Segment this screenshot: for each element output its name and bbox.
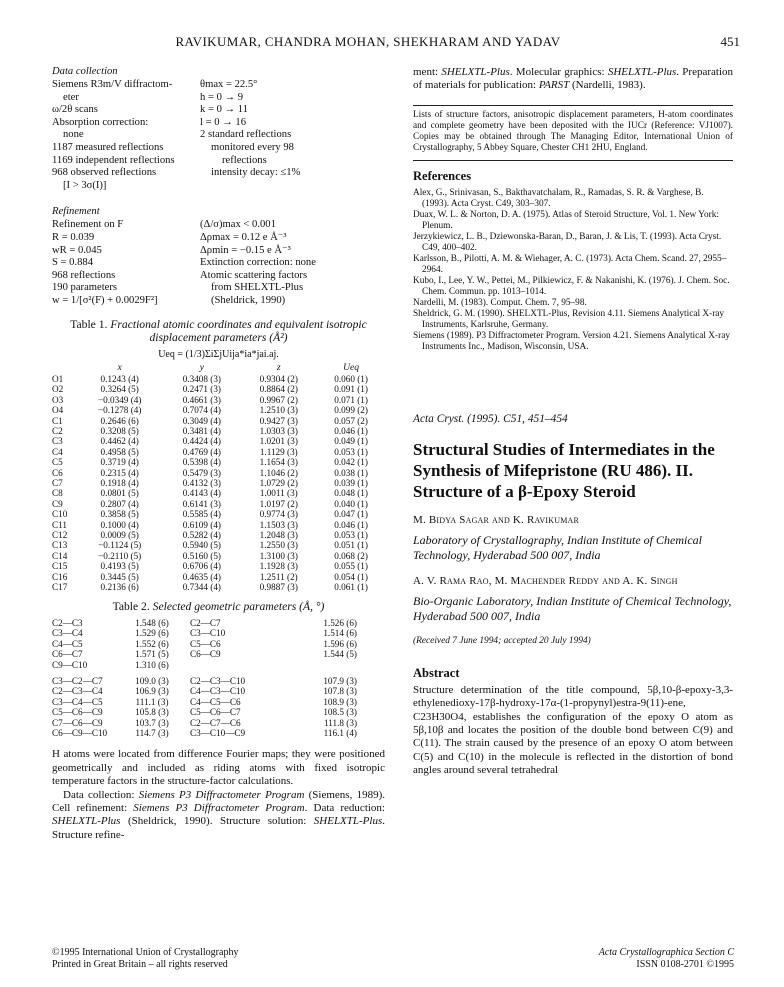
coordinate-cell: 0.038 (1) — [334, 467, 368, 478]
notes-text: Data collection: — [63, 788, 139, 801]
table1-body — [52, 374, 385, 593]
coordinate-cell: 0.5940 (5) — [182, 540, 221, 551]
table-row — [52, 395, 385, 405]
coordinate-cell: 0.4462 (4) — [100, 436, 139, 447]
copyright-line: ©1995 International Union of Crystallography — [52, 947, 239, 958]
atom-label: C10 — [52, 509, 68, 520]
coordinate-cell: 1.2510 (3) — [259, 405, 298, 416]
table-row — [52, 447, 385, 457]
ref-right-line: Δρmin = −0.15 e Å⁻³ — [200, 244, 291, 256]
table-row — [52, 572, 385, 582]
table-row — [52, 436, 385, 446]
atom-label: C5 — [52, 457, 63, 468]
coordinate-cell: 0.7074 (4) — [182, 405, 221, 416]
affiliation-2: Bio-Organic Laboratory, Indian Institute of Chemical Technology, Hyderabad 500 007, India — [413, 593, 732, 623]
table-row — [52, 468, 385, 478]
geometry-label: C4—C5 — [52, 638, 83, 649]
dc-right-line: k = 0 → 11 — [200, 104, 248, 116]
geometry-label: C5—C6 — [190, 638, 221, 649]
notes-text: . Structure refine- — [52, 815, 385, 841]
coordinate-cell: 0.040 (1) — [334, 498, 368, 509]
atom-label: C16 — [52, 571, 68, 582]
references-heading: References — [413, 168, 472, 183]
dc-right-line: intensity decay: ≤1% — [211, 167, 301, 179]
coordinate-cell: 0.3408 (3) — [182, 373, 221, 384]
reference-item: Kubo, I., Lee, Y. W., Pettei, M., Pilkiewicz, F. & Nakanishi, K. (1976). J. Chem. Soc. Chem. Commun. pp. 1013–1014. — [413, 275, 730, 297]
program-name: Siemens P3 Diffractometer Program — [138, 788, 305, 801]
geometry-label: C5—C6—C7 — [190, 707, 241, 718]
program-name: SHELXTL-Plus — [607, 66, 677, 78]
notes-paragraph-2 — [52, 789, 385, 843]
dc-left-line: Absorption correction: — [52, 116, 149, 128]
divider-bottom — [413, 160, 733, 161]
coordinate-cell: 0.054 (1) — [334, 571, 368, 582]
geometry-label: C6—C7 — [52, 649, 83, 660]
ref-left-line: 190 parameters — [52, 282, 118, 294]
program-name: SHELXTL-Plus — [313, 815, 383, 828]
geometry-label: C6—C9—C10 — [52, 728, 108, 738]
coordinate-cell: 0.4769 (4) — [182, 446, 221, 457]
coordinate-cell: 0.4132 (3) — [182, 477, 221, 488]
geometry-value: 111.8 (3) — [324, 717, 357, 728]
geometry-label: C3—C4—C5 — [52, 696, 103, 707]
geometry-value: 108.5 (3) — [323, 707, 357, 718]
atom-label: O4 — [52, 405, 64, 416]
coordinate-cell: 0.6109 (4) — [182, 519, 221, 530]
dc-left-line: 1169 independent reflections — [52, 154, 175, 166]
table-row — [52, 676, 385, 686]
coordinate-cell: 0.2136 (6) — [100, 582, 139, 593]
geometry-value: 1.529 (6) — [135, 628, 169, 639]
dc-left-line: Siemens R3m/V diffractom- — [52, 79, 173, 90]
table-row — [52, 618, 385, 628]
coordinate-cell: 0.051 (1) — [334, 540, 368, 551]
coordinate-cell: 0.049 (1) — [334, 436, 368, 447]
atom-label: C14 — [52, 550, 68, 561]
coordinate-cell: 1.0011 (3) — [259, 488, 298, 499]
geometry-label: C3—C4 — [52, 628, 83, 639]
coordinate-cell: 1.1928 (3) — [259, 561, 298, 572]
table-row — [52, 660, 385, 670]
ref-left-line: 968 reflections — [52, 269, 116, 281]
coordinate-cell: 0.0009 (5) — [100, 530, 139, 540]
software-continuation — [413, 66, 733, 93]
coordinate-cell: 0.2315 (4) — [100, 467, 139, 478]
reference-item: Nardelli, M. (1983). Comput. Chem. 7, 95–98. — [413, 297, 587, 308]
table-row — [52, 488, 385, 498]
atom-label: C1 — [52, 415, 63, 426]
dc-right-line: θmax = 22.5° — [200, 79, 258, 90]
abstract-text: Structure determination of the title compound, 5β,10-β-epoxy-3,3-ethylenedioxy-17β-hydroxy-17α-(1-propynyl)estra-9(11)-ene, C23H30O4, establishes the configuration of the epoxy O atom as 5β,10β and locates the position of the double bond between C(9) and C(11). The strain caused by the presence of an epoxy O atom between C(5) and C(10) in the molecule is reflected in the distortion of bond angles around several tetrahedral — [413, 683, 733, 777]
ref-left-line: Refinement on F — [52, 219, 124, 231]
table2-caption-text: Selected geometric parameters (Å, °) — [152, 600, 325, 614]
coordinate-cell: 0.4661 (3) — [182, 394, 221, 405]
coordinate-cell: 0.3208 (5) — [100, 425, 139, 436]
coordinate-cell: 0.4424 (4) — [182, 436, 221, 447]
coordinate-cell: 0.1000 (4) — [100, 519, 139, 530]
geometry-value: 1.548 (6) — [135, 617, 169, 628]
coordinate-cell: 0.5160 (5) — [182, 550, 221, 561]
ref-left-line: w = 1/[σ²(F) + 0.0029F²] — [52, 294, 158, 306]
affiliation-1: Laboratory of Crystallography, Indian Institute of Chemical Technology, Hyderabad 500 007, India — [413, 532, 702, 562]
reference-item: Sheldrick, G. M. (1990). SHELXTL-Plus, Revision 4.11. Siemens Analytical X-ray Instruments, Karlsruhe, Germany. — [413, 308, 725, 330]
geometry-value: 106.9 (3) — [135, 686, 169, 697]
geometry-label: C2—C3—C10 — [190, 675, 246, 686]
coordinate-cell: 0.061 (1) — [334, 582, 368, 593]
coordinate-cell: 0.055 (1) — [334, 561, 368, 572]
notes-text: . Data reduction: — [304, 802, 385, 815]
coordinate-cell: −0.1278 (4) — [97, 405, 142, 416]
geometry-label: C9—C10 — [52, 659, 88, 670]
coordinate-cell: 0.6706 (4) — [182, 561, 221, 572]
coordinate-cell: 0.039 (1) — [334, 477, 368, 488]
geometry-label: C5—C6—C9 — [52, 707, 103, 718]
cont-text: (Nardelli, 1983). — [569, 79, 646, 92]
coordinate-cell: 0.2646 (6) — [100, 415, 139, 426]
coordinate-cell: −0.2110 (5) — [98, 550, 142, 561]
geometry-label — [190, 660, 290, 670]
geometry-value — [290, 660, 385, 670]
geometry-value: 1.310 (6) — [135, 659, 169, 670]
coordinate-cell: 0.9887 (3) — [259, 582, 298, 593]
atom-label: C11 — [52, 519, 67, 530]
cont-text: . Molecular graphics: — [509, 66, 608, 78]
table1-caption — [52, 318, 385, 345]
table-row — [52, 405, 385, 415]
coordinate-cell: 1.1046 (2) — [259, 467, 298, 478]
article-citation: Acta Cryst. (1995). C51, 451–454 — [413, 412, 568, 425]
table-row — [52, 707, 385, 717]
coordinate-cell: 0.053 (1) — [334, 446, 368, 457]
atom-label: C9 — [52, 498, 63, 509]
coordinate-cell: 1.1654 (3) — [259, 457, 298, 468]
table-row — [52, 551, 385, 561]
data-collection-block — [52, 79, 385, 192]
ref-right-line: Atomic scattering factors — [200, 269, 308, 281]
data-collection-heading: Data collection — [52, 66, 118, 77]
coordinate-cell: 0.4193 (5) — [100, 561, 139, 572]
program-name: PARST — [538, 79, 570, 92]
reference-item: Alex, G., Srinivasan, S., Bakthavatchalam, R., Ramadas, S. R. & Varghese, B. (1993). Acta Cryst. C49, 303–307. — [413, 187, 704, 209]
atom-label: C17 — [52, 582, 68, 593]
journal-section: Acta Crystallographica Section C — [598, 947, 734, 958]
coordinate-cell: 1.0197 (2) — [259, 498, 298, 509]
geometry-value: 1.571 (5) — [135, 649, 169, 660]
coordinate-cell: 1.0201 (3) — [259, 436, 298, 447]
table1-coordinates — [52, 363, 385, 593]
geometry-value: 111.1 (3) — [135, 696, 169, 707]
table-row — [52, 639, 385, 649]
left-column — [52, 66, 385, 842]
table-row — [52, 686, 385, 696]
authors-group-1: M. Bidya Sagar and K. Ravikumar — [413, 513, 580, 526]
table-row — [52, 416, 385, 426]
dc-right-line: l = 0 → 16 — [200, 116, 246, 128]
table2-geometry — [52, 618, 385, 738]
issn-line: ISSN 0108-2701 ©1995 — [636, 959, 734, 970]
geometry-label: C3—C2—C7 — [52, 675, 103, 686]
ref-right-line: Extinction correction: none — [200, 257, 316, 269]
notes-text: (Sheldrick, 1990). Structure solution: — [120, 815, 314, 828]
table-row — [52, 426, 385, 436]
table2-caption — [52, 600, 385, 614]
coordinate-cell: 0.3264 (5) — [100, 384, 139, 395]
table-row — [52, 384, 385, 394]
program-name: SHELXTL-Plus — [52, 815, 121, 828]
geometry-label: C3—C10—C9 — [190, 728, 246, 738]
coordinate-cell: 0.3719 (4) — [100, 457, 139, 468]
notes-text: (Siemens, 1989). Cell refinement: — [52, 788, 385, 815]
table1-header: x — [117, 361, 122, 373]
program-name: SHELXTL-Plus — [441, 66, 510, 78]
references-list — [413, 188, 733, 353]
ref-left-line: S = 0.884 — [52, 257, 93, 269]
table-row — [52, 718, 385, 728]
table2-body — [52, 618, 385, 738]
refinement-heading: Refinement — [52, 206, 100, 218]
coordinate-cell: 1.2511 (2) — [259, 571, 298, 582]
atom-label: O3 — [52, 394, 64, 405]
article-title: Structural Studies of Intermediates in the Synthesis of Mifepristone (RU 486). II. Structure of a β-Epoxy Steroid — [413, 439, 715, 501]
coordinate-cell: 0.4635 (4) — [182, 571, 221, 582]
table1-header: y — [199, 361, 204, 373]
table1-header: Ueq — [343, 361, 360, 373]
right-column — [413, 66, 733, 778]
coordinate-cell: 0.099 (2) — [334, 405, 368, 416]
dc-right-line: 2 standard reflections — [200, 129, 292, 141]
coordinate-cell: 0.5398 (4) — [182, 457, 221, 468]
coordinate-cell: 0.048 (1) — [334, 488, 368, 499]
geometry-value: 116.1 (4) — [323, 728, 357, 738]
geometry-label: C4—C3—C10 — [190, 686, 246, 697]
atom-label: C6 — [52, 467, 63, 478]
reference-item: Siemens (1989). P3 Diffractometer Program. Version 4.21. Siemens Analytical X-ray Instruments Inc., Madison, Wisconsin, USA. — [413, 330, 730, 352]
table-row — [52, 520, 385, 530]
geometry-value: 103.7 (3) — [135, 717, 169, 728]
table1-header: z — [276, 361, 281, 373]
table1-caption-text: Fractional atomic coordinates and equivalent isotropic displacement parameters (Å²) — [110, 317, 367, 344]
coordinate-cell: 0.047 (1) — [334, 509, 368, 520]
geometry-label: C2—C3 — [52, 617, 83, 628]
coordinate-cell: 0.5479 (3) — [182, 467, 221, 478]
geometry-value: 107.9 (3) — [323, 675, 357, 686]
coordinate-cell: 1.2550 (3) — [259, 540, 298, 551]
atom-label: C2 — [52, 425, 63, 436]
journal-footer — [599, 947, 734, 971]
coordinate-cell: 1.1129 (3) — [259, 446, 298, 457]
coordinate-cell: 0.071 (1) — [334, 394, 368, 405]
atom-label: C4 — [52, 446, 63, 457]
reference-item: Duax, W. L. & Norton, D. A. (1975). Atlas of Steroid Structure, Vol. 1. New York: Plenum. — [413, 209, 719, 231]
dc-left-line: ω/2θ scans — [52, 104, 98, 116]
divider-top — [413, 105, 733, 106]
coordinate-cell: 0.091 (1) — [334, 384, 368, 395]
coordinate-cell: 0.3049 (4) — [182, 415, 221, 426]
coordinate-cell: 1.0729 (2) — [259, 477, 298, 488]
table1-header — [52, 363, 76, 374]
coordinate-cell: 0.3481 (4) — [182, 425, 221, 436]
coordinate-cell: 0.046 (1) — [334, 425, 368, 436]
table2-caption-prefix: Table 2. — [112, 600, 150, 614]
geometry-label: C7—C6—C9 — [52, 717, 103, 728]
received-dates: (Received 7 June 1994; accepted 20 July 1994) — [413, 635, 591, 646]
ref-left-line: wR = 0.045 — [52, 244, 102, 256]
dc-left-line: none — [63, 129, 84, 141]
coordinate-cell: 0.1918 (4) — [100, 477, 139, 488]
reference-item: Jerzykiewicz, L. B., Dziewonska-Baran, D., Baran, J. & Lis, T. (1993). Acta Cryst. C49, 400–402. — [413, 231, 722, 253]
coordinate-cell: 0.068 (2) — [334, 550, 368, 561]
refinement-notes — [52, 748, 385, 842]
coordinate-cell: 0.2807 (4) — [100, 498, 139, 509]
coordinate-cell: 0.9967 (2) — [259, 394, 298, 405]
coordinate-cell: 0.046 (1) — [334, 519, 368, 530]
atom-label: O1 — [52, 373, 64, 384]
geometry-label: C6—C9 — [190, 649, 221, 660]
coordinate-cell: 0.5585 (4) — [182, 509, 221, 520]
coordinate-cell: 0.9427 (3) — [259, 415, 298, 426]
atom-label: C15 — [52, 561, 68, 572]
atom-label: O2 — [52, 384, 64, 395]
geometry-value: 108.9 (3) — [323, 696, 357, 707]
coordinate-cell: 0.9304 (2) — [259, 373, 298, 384]
atom-label: C13 — [52, 540, 68, 551]
program-name: Siemens P3 Diffractometer Program — [133, 802, 305, 815]
reference-item: Karlsson, B., Pilotti, A. M. & Wiehager, A. C. (1973). Acta Chem. Scand. 27, 2955–2964. — [413, 253, 727, 275]
dc-left-line: eter — [63, 91, 79, 103]
table-row — [52, 374, 385, 384]
geometry-label: C4—C5—C6 — [190, 696, 241, 707]
dc-left-line: 1187 measured reflections — [52, 141, 164, 153]
atom-label: C7 — [52, 477, 63, 488]
coordinate-cell: 0.9774 (3) — [259, 509, 298, 520]
coordinate-cell: 0.0801 (5) — [100, 488, 139, 499]
dc-right-line: h = 0 → 9 — [200, 91, 244, 103]
coordinate-cell: 0.3858 (5) — [100, 509, 139, 520]
atom-label: C12 — [52, 530, 68, 540]
geometry-value: 1.526 (6) — [323, 617, 357, 628]
geometry-value: 105.8 (3) — [135, 707, 169, 718]
ref-left-line: R = 0.039 — [52, 231, 95, 243]
atom-label: C3 — [52, 436, 63, 447]
table-row — [52, 540, 385, 550]
coordinate-cell: 0.5282 (4) — [182, 530, 221, 540]
copyright-footer — [52, 947, 238, 971]
geometry-label: C3—C10 — [190, 628, 226, 639]
table-row — [52, 499, 385, 509]
dc-left-line: [I > 3σ(I)] — [63, 179, 107, 191]
abstract-heading: Abstract — [413, 665, 460, 680]
table-row — [52, 509, 385, 519]
coordinate-cell: 0.057 (2) — [334, 415, 368, 426]
coordinate-cell: 1.3100 (3) — [259, 550, 298, 561]
ueq-formula: Ueq = (1/3)ΣiΣjUija*ia*jai.aj. — [158, 348, 279, 360]
running-head: RAVIKUMAR, CHANDRA MOHAN, SHEKHARAM AND YADAV — [175, 34, 561, 49]
dc-left-line: 968 observed reflections — [52, 167, 157, 179]
table-row — [52, 478, 385, 488]
coordinate-cell: 0.2471 (3) — [182, 384, 221, 395]
geometry-value: 107.8 (3) — [323, 686, 357, 697]
geometry-label: C2—C3—C4 — [52, 686, 103, 697]
coordinate-cell: 0.1243 (4) — [100, 373, 139, 384]
printed-line: Printed in Great Britain – all rights reserved — [52, 959, 228, 970]
table-row — [52, 697, 385, 707]
dc-right-line: reflections — [222, 154, 267, 166]
coordinate-cell: −0.1124 (5) — [98, 540, 142, 551]
coordinate-cell: 0.042 (1) — [334, 457, 368, 468]
geometry-value: 114.7 (3) — [135, 728, 169, 738]
ref-right-line: (Δ/σ)max < 0.001 — [200, 219, 276, 231]
table-row — [52, 530, 385, 540]
table1-caption-prefix: Table 1. — [70, 317, 108, 331]
coordinate-cell: 0.060 (1) — [334, 373, 368, 384]
geometry-value: 1.596 (6) — [323, 638, 357, 649]
coordinate-cell: −0.0349 (4) — [97, 394, 142, 405]
table-row — [52, 649, 385, 659]
page-number: 451 — [720, 34, 740, 49]
geometry-value: 109.0 (3) — [135, 675, 169, 686]
deposition-note: Lists of structure factors, anisotropic displacement parameters, H-atom coordinates and complete geometry have been deposited with the IUCr (Reference: VJ1007). Copies may be obtained through The Managing Editor, International Union of Crystallography, 5 Abbey Square, Chester CH1 2HU, England. — [413, 109, 733, 153]
cont-text: . Preparation of materials for publication: — [413, 66, 734, 92]
table-row — [52, 628, 385, 638]
coordinate-cell: 0.6141 (3) — [182, 498, 221, 509]
refinement-block — [52, 219, 385, 307]
coordinate-cell: 1.0303 (3) — [259, 425, 298, 436]
coordinate-cell: 0.3445 (5) — [100, 571, 139, 582]
geometry-value: 1.544 (5) — [323, 649, 357, 660]
coordinate-cell: 0.4958 (5) — [100, 446, 139, 457]
notes-paragraph-1: H atoms were located from difference Fourier maps; they were positioned geometrically and included as riding atoms with fixed isotropic temperature factors in the structure-factor calculations. — [52, 748, 385, 788]
ref-right-line: (Sheldrick, 1990) — [211, 294, 286, 306]
coordinate-cell: 0.4143 (4) — [182, 488, 221, 499]
ref-right-line: Δρmax = 0.12 e Å⁻³ — [200, 231, 287, 243]
atom-label: C8 — [52, 488, 63, 499]
cont-text: ment: — [413, 66, 442, 78]
table-row — [52, 582, 385, 592]
coordinate-cell: 1.2048 (3) — [259, 530, 298, 540]
coordinate-cell: 0.7344 (4) — [182, 582, 221, 593]
geometry-value: 1.552 (6) — [135, 638, 169, 649]
geometry-label: C2—C7—C6 — [190, 717, 241, 728]
geometry-value: 1.514 (6) — [323, 628, 357, 639]
ref-right-line: from SHELXTL-Plus — [211, 282, 304, 294]
geometry-label: C2—C7 — [190, 617, 221, 628]
authors-group-2: A. V. Rama Rao, M. Machender Reddy and A. K. Singh — [413, 574, 678, 587]
table-row — [52, 457, 385, 467]
dc-right-line: monitored every 98 — [211, 141, 294, 153]
table-row — [52, 561, 385, 571]
coordinate-cell: 0.8864 (2) — [259, 384, 298, 395]
coordinate-cell: 1.1503 (3) — [259, 519, 298, 530]
table-row — [52, 728, 385, 738]
coordinate-cell: 0.053 (1) — [334, 530, 368, 540]
